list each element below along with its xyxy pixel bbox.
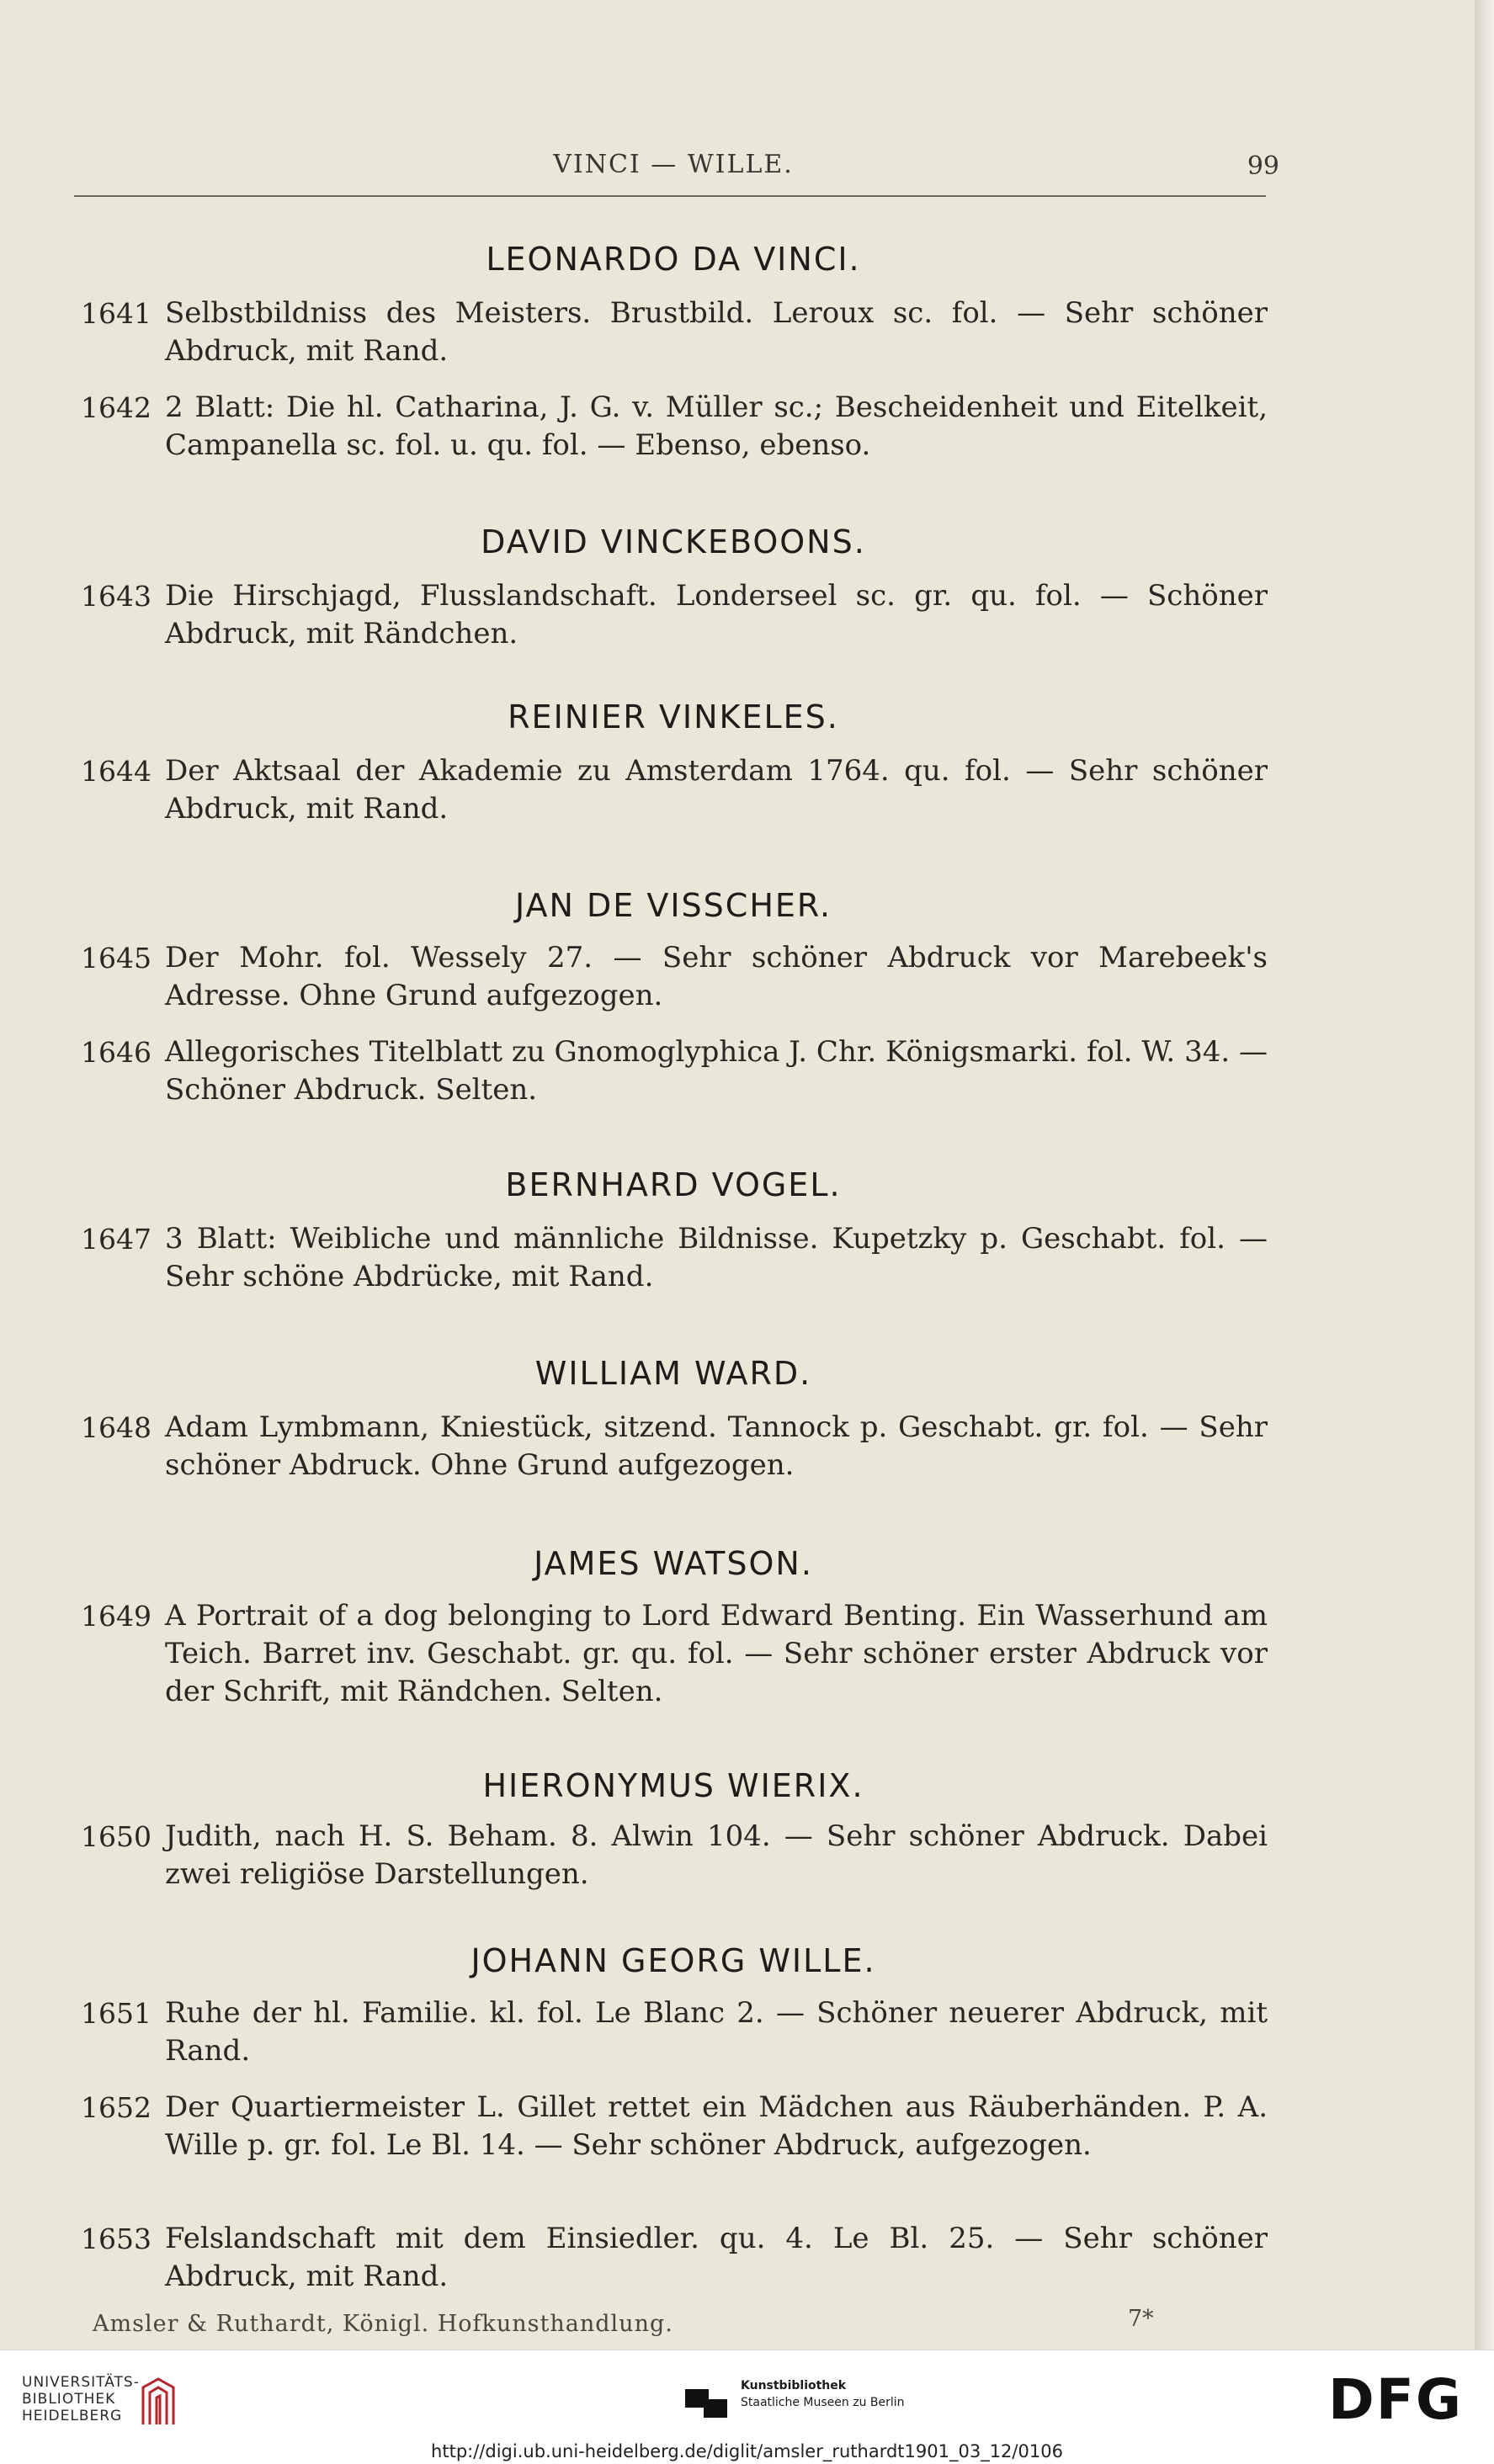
section-heading: JAMES WATSON. [534,1545,813,1582]
entry-text: Felslandschaft mit dem Einsiedler. qu. 4. Le Bl. 25. — Sehr schöner Abdruck, mit Rand. [165,2222,1268,2293]
lot-number: 1646 [81,1036,152,1069]
section-heading: LEONARDO DA VINCI. [486,241,861,278]
section-heading: BERNHARD VOGEL. [505,1166,842,1203]
catalog-entry [81,1597,1268,1711]
publisher-footer: Amsler & Ruthardt, Königl. Hofkunsthandlung. [93,2311,673,2337]
section-heading: HIERONYMUS WIERIX. [482,1767,864,1804]
kunstbibliothek-title: Kunstbibliothek [741,2379,847,2392]
page-number: 99 [1247,151,1279,181]
entry-text: Adam Lymbmann, Kniestück, sitzend. Tannock p. Geschabt. gr. fol. — Sehr schöner Abdruck. Ohne Grund aufgezogen. [165,1410,1268,1482]
entry-text: Selbstbildniss des Meisters. Brustbild. Leroux sc. fol. — Sehr schöner Abdruck, mit Rand. [165,296,1268,368]
kunstbibliothek-logo[interactable] [741,2377,905,2411]
entry-text: Judith, nach H. S. Beham. 8. Alwin 104. — Sehr schöner Abdruck. Dabei zwei religiöse Darstellungen. [165,1819,1268,1891]
catalog-entry [81,1409,1268,1484]
entry-text: 2 Blatt: Die hl. Catharina, J. G. v. Müller sc.; Bescheidenheit und Eitelkeit, Campanella sc. fol. u. qu. fol. — Ebenso, ebenso. [165,390,1268,462]
catalog-entry [81,2089,1268,2164]
university-logo-line: UNIVERSITÄTS- [22,2374,140,2391]
lot-number: 1649 [81,1600,152,1633]
section-heading: JOHANN GEORG WILLE. [471,1942,876,1979]
section-heading: REINIER VINKELES. [508,698,839,735]
catalog-entry [81,295,1268,370]
entry-text: Der Mohr. fol. Wessely 27. — Sehr schöner Abdruck vor Marebeek's Adresse. Ohne Grund aufgezogen. [165,941,1268,1012]
catalog-entry [81,1033,1268,1109]
catalog-entry [81,2220,1268,2296]
catalog-entry [81,389,1268,465]
lot-number: 1650 [81,1820,152,1853]
lot-number: 1648 [81,1411,152,1444]
catalog-entry [81,577,1268,653]
lot-number: 1651 [81,1997,152,2030]
entry-text: Die Hirschjagd, Flusslandschaft. Londerseel sc. gr. qu. fol. — Schöner Abdruck, mit Rändchen. [165,579,1268,651]
lot-number: 1642 [81,391,152,424]
catalog-entry [81,752,1268,828]
lot-number: 1645 [81,942,152,974]
lot-number: 1647 [81,1223,152,1256]
entry-text: A Portrait of a dog belonging to Lord Edward Benting. Ein Wasserhund am Teich. Barret inv. Geschabt. gr. qu. fol. — Sehr schöner erster Abdruck vor der Schrift, mit Rändchen. Selten. [165,1599,1268,1708]
section-heading: JAN DE VISSCHER. [514,887,832,924]
catalog-entry [81,1818,1268,1893]
signature-mark: 7* [1128,2306,1154,2332]
entry-text: Ruhe der hl. Familie. kl. fol. Le Blanc 2. — Schöner neuerer Abdruck, mit Rand. [165,1996,1268,2068]
catalog-entry [81,1994,1268,2070]
lot-number: 1652 [81,2091,152,2124]
kunstbibliothek-subtitle: Staatliche Museen zu Berlin [741,2396,905,2409]
entry-text: Der Quartiermeister L. Gillet rettet ein Mädchen aus Räuberhänden. P. A. Wille p. gr. fol. Le Bl. 14. — Sehr schöner Abdruck, aufgezogen. [165,2090,1268,2162]
header-rule [74,195,1266,197]
section-heading: WILLIAM WARD. [534,1355,812,1392]
university-logo-line: BIBLIOTHEK [22,2391,116,2408]
catalog-entry [81,939,1268,1015]
lot-number: 1643 [81,580,152,613]
running-title: VINCI — WILLE. [553,150,794,179]
university-emblem-icon [140,2376,177,2428]
page-edge [1475,0,1494,2350]
university-library-logo[interactable] [22,2374,140,2424]
page-url[interactable]: http://digi.ub.uni-heidelberg.de/diglit/amsler_ruthardt1901_03_12/0106 [431,2441,1063,2461]
entry-text: 3 Blatt: Weibliche und männliche Bildnisse. Kupetzky p. Geschabt. fol. — Sehr schöne Abdrücke, mit Rand. [165,1222,1268,1293]
dfg-logo[interactable]: DFG [1328,2367,1464,2432]
entry-text: Der Aktsaal der Akademie zu Amsterdam 1764. qu. fol. — Sehr schöner Abdruck, mit Rand. [165,754,1268,826]
catalog-entry [81,1220,1268,1296]
section-heading: DAVID VINCKEBOONS. [481,523,866,560]
university-logo-line: HEIDELBERG [22,2408,123,2424]
entry-text: Allegorisches Titelblatt zu Gnomoglyphica J. Chr. Königsmarki. fol. W. 34. — Schöner Abdruck. Selten. [165,1035,1268,1107]
lot-number: 1641 [81,297,152,330]
lot-number: 1653 [81,2222,152,2255]
viewer-footer-bar [0,2350,1494,2438]
lot-number: 1644 [81,755,152,788]
kunstbibliothek-logo-icon [683,2382,729,2419]
